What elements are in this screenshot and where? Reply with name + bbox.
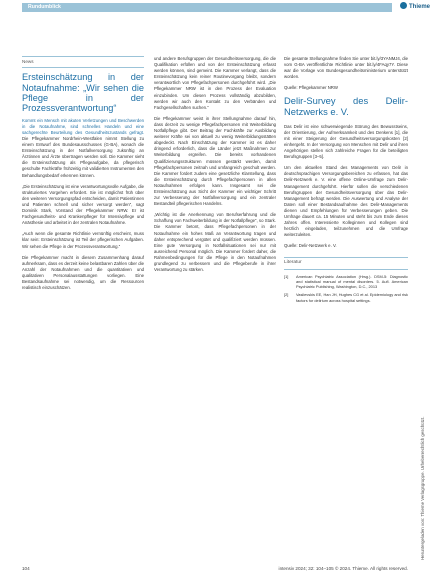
reference-item — [284, 274, 408, 290]
download-notice — [420, 380, 430, 560]
publisher-logo — [400, 2, 430, 12]
logo-icon — [400, 2, 407, 9]
page-number: 104 — [22, 566, 30, 571]
paragraph: Um den aktuellen Stand des Managements von Delir in deutschsprachigen Versorgungsbereichen zu erfassen, hat das Delir-Netzwerk e. V. eine offene Online-Umfrage zum Delir-Management durchgeführt. Hierfür sollen die verschiedenen Berufsgruppen der Gesundheitsversorgung über das Delir-Management befragt werden. Die Auswertung und Analyse der Daten soll einer Bestandsaufnahme des Delir-Managements dienen und Empfehlungen für Verbesserungen geben. Die Umfrage dauert ca. 15 Minuten und steht bis zum Ende dieses Jahres offen. Interessierte Kolleginnen und Kollegen sind herzlich eingeladen, teilzunehmen und die Umfrage weiterzuleiten. — [284, 165, 408, 238]
section-label: News — [22, 56, 144, 68]
column-3 — [284, 56, 408, 306]
literature-heading: Literatur — [284, 257, 408, 269]
paragraph-text: Die Pflegekammer Nordrhein-Westfalen nimmt Stellung zu einem Entwurf des Bundesausschusses (G-BA), wonach die Ersteinschätzung in der Notfallversorgung zukünftig an Ärztinnen und Ärzte übertragen werden soll. Die Kammer sieht die Ersteinschätzung als Pflegeaufgabe, da pflegerisch geschulte Fachkräfte frühzeitig mit validierten Instrumenten den Behandlungsbedarf erkennen können. — [22, 136, 144, 178]
logo-text: Thieme — [409, 4, 431, 10]
paragraph: und andere Berufsgruppen der Gesundheitsversorgung, die die Qualifikation erfüllen und von der Ersteinschätzung erfasst werden können, sind gemeint. Die Kammer verlangt, dass die Ersteinschätzung kein reiner Routinevorgang bleibt, sondern verantwortlich von Pflegefachpersonen durchgeführt wird. „Die Pflegekammer NRW ist in den Prozess der Evaluation einzubinden. Um diesen Prozess vollständig abzubilden, werden wir auch den Kontakt zu den Verbänden und Fachgesellschaften suchen.“ — [154, 56, 276, 110]
paragraph: „Auch wenn die gesamte Richtlinie vernünftig erscheint, muss klar sein: Ersteinschätzung ist Teil der pflegerischen Aufgaben. Wir sehen die Pflege in der Prozessverantwortung.“ — [22, 231, 144, 249]
paragraph: Das Delir ist eine schwerwiegende Störung des Bewusstseins, der Orientierung, der Aufmerksamkeit und des Denkens [1], die mit einer Steigerung der Gesundheitsversorgungskosten [2] einhergeht. In der Versorgung von Menschen mit Delir und ihren Angehörigen stellen sich zahlreiche Fragen für die beteiligten Berufsgruppen [3–5]. — [284, 123, 408, 160]
paragraph: „Die Ersteinschätzung ist eine verantwortungsvolle Aufgabe, die strukturiertes Vorgehen erfordert. Sie ist möglichst früh über den weiteren Versorgungspfad entscheiden, damit Patientinnen und Patienten schnell und sicher versorgt werden“, sagt Dominik Stark, Vorstand der Pflegekammer NRW. Er ist Fachgesundheits- und Krankenpfleger für Intensivpflege und Anästhesie und arbeitet in der zentralen Notaufnahme. — [22, 183, 144, 226]
source-line: Quelle: Pflegekammer NRW — [284, 85, 338, 91]
source-line: Quelle: Delir-Netzwerk e. V. — [284, 243, 337, 249]
download-notice-text: Heruntergeladen von: Thieme Verlagsgruppe. Urheberrechtlich geschützt. — [420, 416, 425, 560]
lead-text: Kommt ein Mensch mit akuten Verletzungen und Beschwerden in die Notaufnahme, sind schnelles Handeln und eine sachgerechte Beurteilung des Gesundheitszustands gefragt. — [22, 117, 144, 135]
reference-number: [2] — [284, 292, 289, 298]
article-title: Ersteinschätzung in der Notaufnahme: „Wir sehen die Pflege in der Prozessverantwortung“ — [22, 72, 144, 114]
paragraph: „Wichtig ist die Anerkennung von Berufserfahrung und die Schaffung von Fachweiterbildung in der Notfallpflege“, so Stark. Die Kammer betont, dass Pflegefachpersonen in der Notaufnahme ein hohes Maß an Verantwortung tragen und daher entsprechend vergütet und qualifiziert werden müssen. Eine gute Versorgung in Notfallsituationen sei nur mit ausreichend Personal möglich. Die Kammer fordert daher, die Rahmenbedingungen für die Pflege in den Notaufnahmen grundlegend zu verbessern und die Pflegeberufe in ihrer Verantwortung zu stärken. — [154, 212, 276, 273]
column-1 — [22, 56, 144, 296]
reference-text: Vasilevskis EE, Han JH, Hughes CG et al. Epidemiology and risk factors for delirium across hospital settings. — [296, 292, 408, 303]
article-title-2: Delir-Survey des Delir-Netzwerks e. V. — [284, 95, 408, 118]
reference-number: [1] — [284, 273, 289, 279]
paragraph: Die Pflegekammer macht in diesem Zusammenhang darauf aufmerksam, dass es derzeit keine belastbaren Zahlen über die Anzahl der Notaufnahmen und die quantitativen und qualitativen Personalausstattungen vorliegen. Eine Bestandsaufnahme sei notwendig, um die Ressourcen realistisch einzuschätzen. — [22, 254, 144, 291]
reference-item — [284, 292, 408, 303]
reference-text: American Psychiatric Association (Hrsg.). DSM-5: Diagnostic and statistical manual of mental disorders. 5. Aufl. American Psychiatric Publishing, Washington, D.C., 2013 — [296, 273, 408, 290]
rubric-label: Rundumblick — [28, 4, 61, 10]
rubric-band — [22, 3, 392, 12]
page-header — [0, 0, 446, 14]
journal-citation: intensiv 2024; 32: 104–105 © 2024. Thieme. All rights reserved. — [278, 566, 408, 571]
paragraph — [22, 118, 144, 179]
paragraph: Die gesamte Stellungnahme finden Sie unter bit.ly/3YANMJ4, die vom G-BA veröffentlichte Richtlinie unter bit.ly/4FAqy7Y. Diese war die Vorlage von Bundesgesundheitsministerium unterstützt worden. — [284, 56, 408, 80]
paragraph: Die Pflegekammer weist in ihrer Stellungnahme darauf hin, dass derzeit zu wenige Pflegefachpersonen mit Weiterbildung Notfallpflege gibt. Der Beitrag der Fachkräfte zur Ausbildung weiterer Kräfte sei von aktuell zu wenig Weiterbildungsstätten abgedeckt. Nach Einschätzung der Kammer ist es daher dringend erforderlich, dass die Länder jetzt Maßnahmen zur Weiterbildung ergreifen. Die bereits vorhandenen Qualifizierungsstrukturen müssen gestärkt werden, damit Pflegefachpersonen zeitnah und umfangreich geschult werden. Die Kammer fordert zudem eine gesetzliche Klarstellung, dass die Ersteinschätzung durch Pflegefachpersonen in allen Notaufnahmen erfolgen kann. Insgesamt sei die Ersteinschätzung aus Sicht der Kammer ein wichtiger Schritt zur Verbesserung der Notfallversorgung und ein zentraler Bestandteil pflegerischen Handelns. — [154, 115, 276, 207]
column-2 — [154, 56, 276, 278]
